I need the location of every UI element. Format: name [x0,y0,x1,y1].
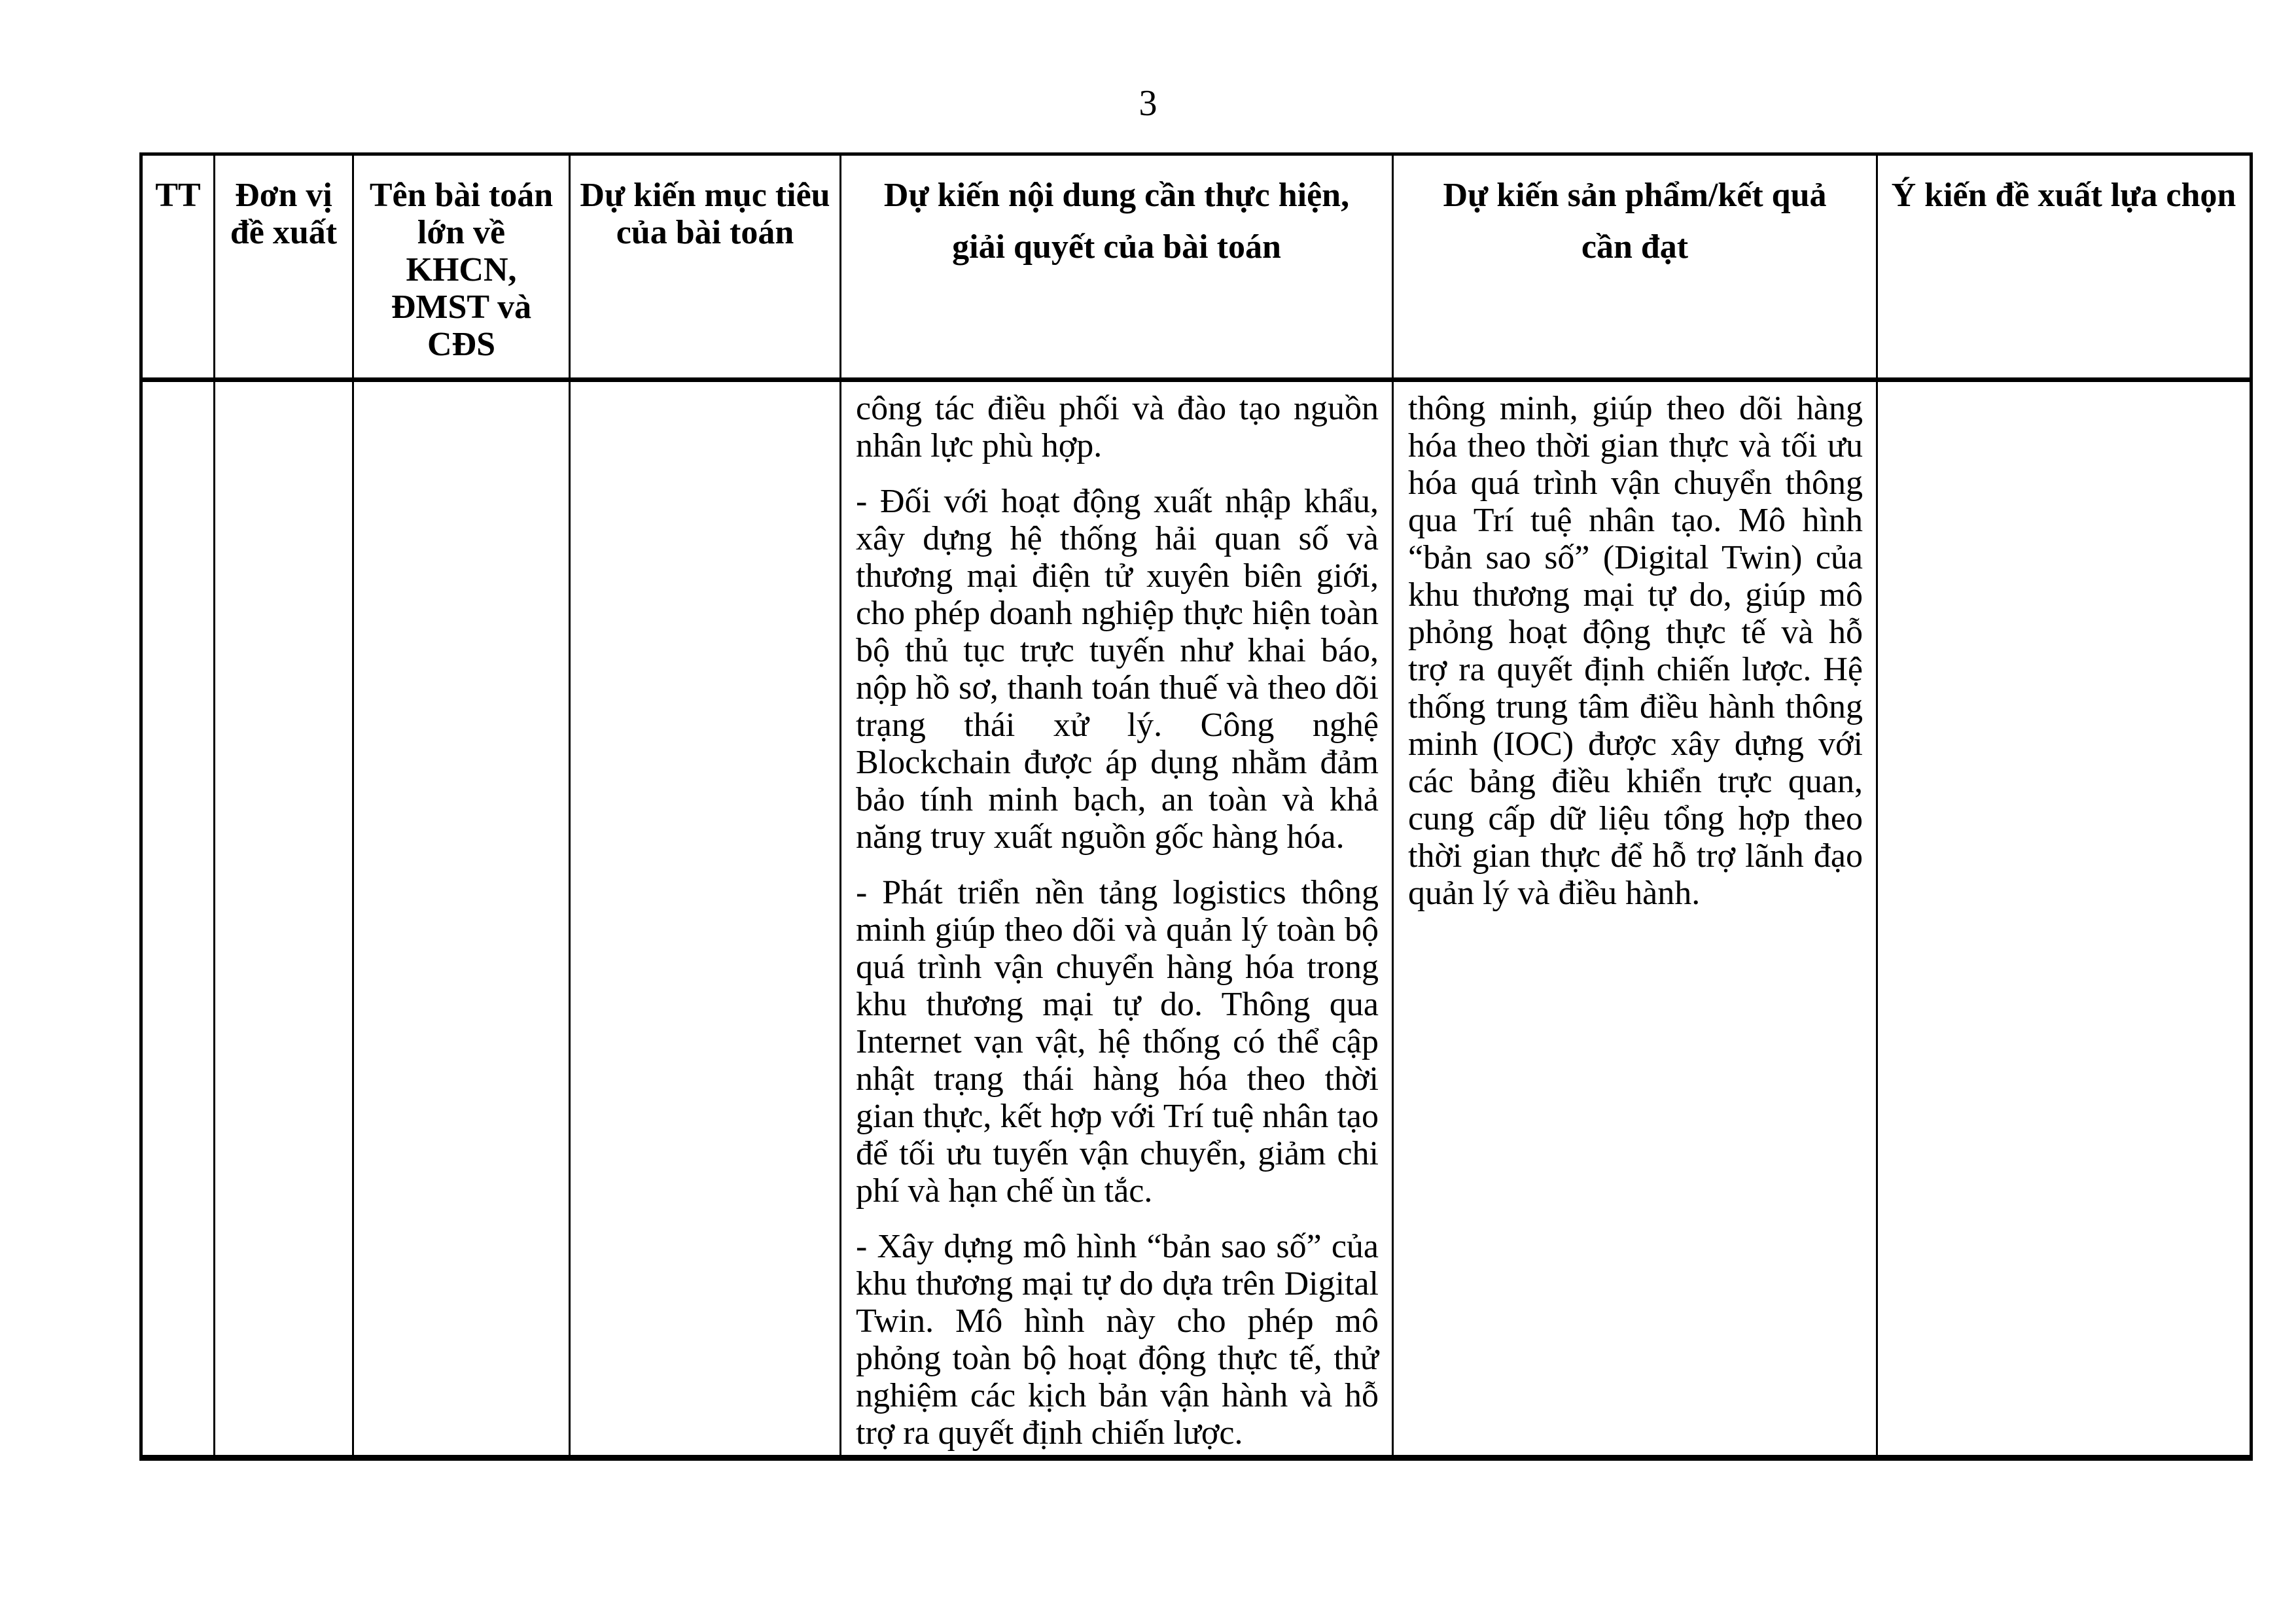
cell-ten-bai-toan-empty [353,380,570,1458]
header-cell-muc-tieu [570,154,841,380]
content-paragraph: thông minh, giúp theo dõi hàng hóa theo thời gian thực và tối ưu hóa quá trình vận chuyển thông qua Trí tuệ nhân tạo. Mô hình “bản sao số” (Digital Twin) của khu thương mại tự do, giúp mô phỏng hoạt động thực tế và hỗ trợ ra quyết định chiến lược. Hệ thống trung tâm điều hành thông minh (IOC) được xây dựng với các bảng điều khiển trực quan, cung cấp dữ liệu tổng hợp theo thời gian thực để hỗ trợ lãnh đạo quản lý và điều hành. [1408,390,1863,912]
content-paragraph: - Xây dựng mô hình “bản sao số” của khu thương mại tự do dựa trên Digital Twin. Mô hình này cho phép mô phỏng toàn bộ hoạt động thực tế, thử nghiệm các kịch bản vận hành và hỗ trợ ra quyết định chiến lược. [856,1228,1379,1452]
header-line: Tên bài toán [369,177,554,214]
header-cell-tt [141,154,215,380]
header-line: ĐMST và [391,288,532,326]
header-line: cần đạt [1581,228,1689,266]
cell-don-vi-empty [215,380,353,1458]
header-cell-y-kien [1877,154,2252,380]
header-line: TT [155,177,201,214]
header-cell-don-vi [215,154,353,380]
header-cell-ten-bai-toan [353,154,570,380]
table-row [141,380,2252,1458]
header-line: Dự kiến nội dung cần thực hiện, [883,177,1350,214]
cell-tt-empty [141,380,215,1458]
header-line: Đơn vị [235,177,332,214]
header-line: lớn về [417,214,506,251]
content-paragraph: - Đối với hoạt động xuất nhập khẩu, xây dựng hệ thống hải quan số và thương mại điện tử xuyên biên giới, cho phép doanh nghiệp thực hiện toàn bộ thủ tục trực tuyến như khai báo, nộp hồ sơ, thanh toán thuế và theo dõi trạng thái xử lý. Công nghệ Blockchain được áp dụng nhằm đảm bảo tính minh bạch, an toàn và khả năng truy xuất nguồn gốc hàng hóa. [856,483,1379,856]
page-number: 3 [1139,83,1157,124]
header-line: Dự kiến mục tiêu [580,177,830,214]
content-paragraph: - Phát triển nền tảng logistics thông minh giúp theo dõi và quản lý toàn bộ quá trình vận chuyển hàng hóa trong khu thương mại tự do. Thông qua Internet vạn vật, hệ thống có thể cập nhật trạng thái hàng hóa theo thời gian thực, kết hợp với Trí tuệ nhân tạo để tối ưu tuyến vận chuyển, giảm chi phí và hạn chế ùn tắc. [856,874,1379,1210]
header-line: đề xuất [230,214,338,251]
header-line: KHCN, [406,251,517,288]
cell-noi-dung [841,380,1393,1458]
cell-san-pham [1393,380,1877,1458]
content-paragraph: công tác điều phối và đào tạo nguồn nhân lực phù hợp. [856,390,1379,464]
header-line: của bài toán [616,214,794,251]
header-line: giải quyết của bài toán [952,228,1281,266]
header-line: CĐS [427,326,496,363]
proposal-table [139,152,2253,1461]
cell-y-kien-empty [1877,380,2252,1458]
header-cell-san-pham [1393,154,1877,380]
header-line: Ý kiến đề xuất lựa chọn [1891,177,2236,214]
header-line: Dự kiến sản phẩm/kết quả [1443,177,1827,214]
header-row [141,154,2252,380]
header-cell-noi-dung [841,154,1393,380]
cell-muc-tieu-empty [570,380,841,1458]
